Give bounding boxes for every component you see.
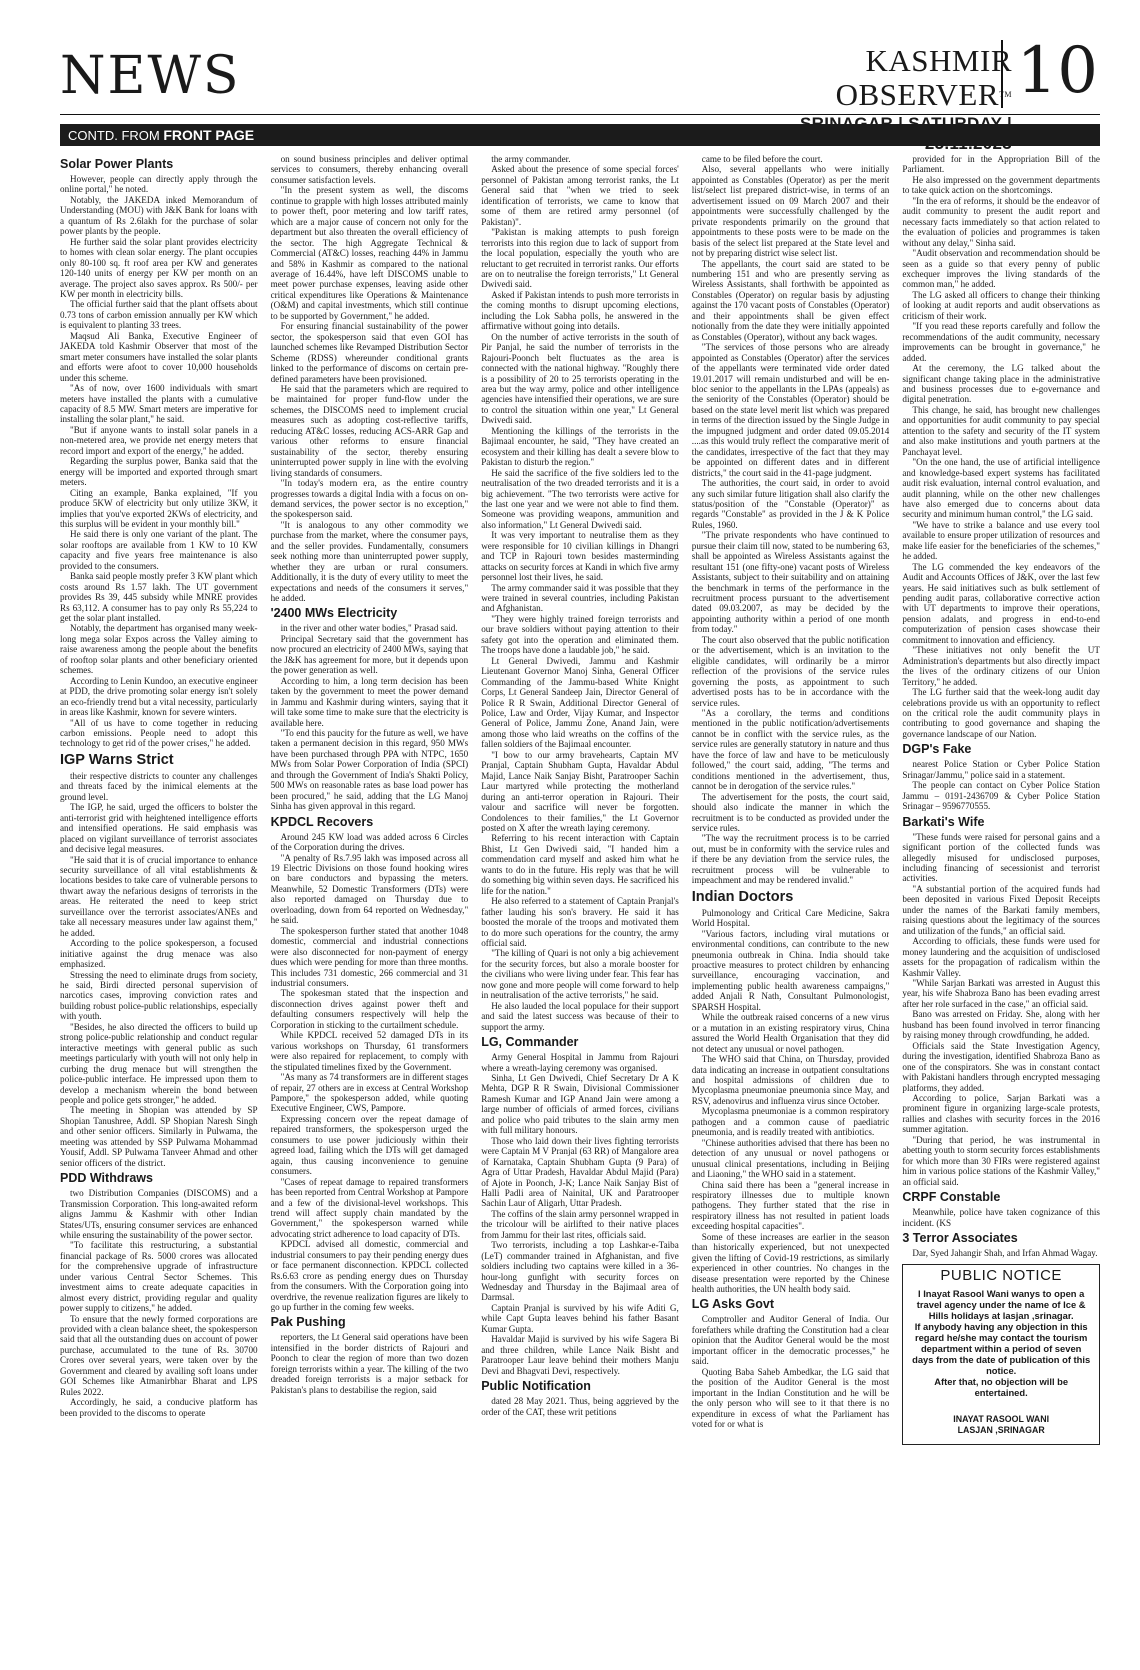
article-paragraph: Mycoplasma pneumoniae is a common respiratory pathogen and a common cause of paediatric pneumonia, and is readily treated with antibiotics. [691,1106,890,1138]
article-paragraph: Bano was arrested on Friday. She, along with her husband has been found involved in terror financing by raising money through crowdfunding, he added. [902,1009,1100,1041]
article-paragraph: China said there has been a "general increase in respiratory illnesses due to multiple known pathogens. They further stated that the rise in respiratory illness has not resulted in patient loads exceeding hospital capacities". [691,1179,890,1232]
notice-line: If anybody having any objection in this regard he/she may contact the tourism department within a period of seven days from the date of publication of this notice. [912,1320,1091,1376]
article-headline: Indian Doctors [691,888,794,905]
article-paragraph: "It is analogous to any other commodity we purchase from the market, where the consumer pays, and the seller provides. Fundamentally, consumers seek nothing more than uninterrupted power supply, whether they are urban or rural consumers. Additionally, it is the duty of every utility to meet the expectations and needs of the consumers it serves," he added. [270,519,469,604]
article-paragraph: Lt General Dwivedi, Jammu and Kashmir Lieutenant Governor Manoj Sinha, General Officer Commanding of the Jammu-based White Knight Corps, Lt General Sandeep Jain, Director General of Police R R Swain, Additional Director General of Police, Law and Order, Vijay Kumar, and Inspector General of Police, Jammu Zone, Anand Jain, were among those who laid wreaths on the coffins of the fallen soldiers of the Bajimaal encounter. [481,655,679,750]
article-paragraph: KPDCL advised all domestic, commercial and industrial consumers to pay their pending energy dues or face permanent disconnection. KPDCL collected Rs.6.63 crore as pending energy dues on Thursday from the consumers. With the Corporation going into overdrive, the revenue realization figures are likely to go up further in the coming few weeks. [270,1239,469,1313]
notice-line: After that, no objection will be entertained. [934,1375,1069,1398]
column-5 [902,154,1100,1624]
article-paragraph: "A substantial portion of the acquired funds had been deposited in various Fixed Deposit Receipts under the names of the Barkati family members, raising questions about the legitimacy of the sources and utilization of the funds," an official said. [902,883,1100,936]
article-paragraph: "A penalty of Rs.7.95 lakh was imposed across all 19 Electric Divisions on those found hooking wires on bare conductors and bypassing the meters. Meanwhile, 52 Domestic Transformers (DTs) were also reported damaged on Thursday due to overloading, down from 64 reported on Wednesday," he said. [270,852,469,926]
article-paragraph: According to him, a long term decision has been taken by the government to meet the power demand in Jammu and Kashmir during winters, saying that it will take some time to make sure that the electricity is available here. [270,675,469,728]
article-paragraph: "Pakistan is making attempts to push foreign terrorists into this region due to lack of support from the local population, especially the youth who are reluctant to get recruited in terrorist ranks. Our efforts are on to neutralise the foreign terrorists," Lt General Dwivedi said. [481,227,679,290]
contd-prefix: CONTD. FROM [68,128,164,143]
article-paragraph: Regarding the surplus power, Banka said that the energy will be imported and exported through smart meters. [60,456,258,488]
article-paragraph: Officials said the State Investigation Agency, during the investigation, identified Shabroza Bano as one of the conspirators. She was in constant contact with Pakistani handlers through encrypted messaging platforms, they added. [902,1040,1100,1093]
article-paragraph: Accordingly, he said, a conducive platform has been provided to the discoms to operate [60,1397,258,1418]
article-headline: DGP's Fake [902,742,972,757]
article-paragraph: "While Sarjan Barkati was arrested in August this year, his wife Shabroza Bano has been evading arrest after her role surfaced in the case," an official said. [902,977,1100,1009]
article-paragraph: "The services of those persons who are already appointed as Constables (Operator) after the services of the appellants were terminated vide order dated 19.01.2017 will remain undisturbed and will be en-bloc senior to the appellants in the LPAs (appeals) as the seniority of the Constables (Operator) should be based on the state level merit list which was prepared in terms of the direction issued by the Single Judge in the impugned judgment and order dated 09.05.2014 ....as this would truly reflect the comparative merit of the candidates, irrespective of the fact that they may be appointed on different dates and in different districts," the court said in the 41-page judgment. [691,342,890,478]
article-paragraph: Havaldar Majid is survived by his wife Sagera Bi and three children, while Lance Naik Bisht and Paratrooper Laur leave behind their mothers Manju Devi and Bhagvati Devi, respectively. [481,1334,679,1376]
article-paragraph: Referring to his recent interaction with Captain Bhist, Lt Gen Dwivedi said, "I handed him a commendation card myself and asked him what he wants to do in the future. His reply was that he will do something big within seven days. He sacrificed his life for the nation." [481,833,679,896]
article-paragraph: He also referred to a statement of Captain Pranjal's father lauding his son's bravery. He said it has boosted the morale of the troops and motivated them to do more such operations for the country, the army official said. [481,896,679,948]
article-paragraph: came to be filed before the court. [701,154,823,164]
article-paragraph: The army commander said it was possible that they were trained in several countries, including Pakistan and Afghanistan. [481,582,679,614]
article-paragraph: It was very important to neutralise them as they were responsible for 10 civilian killings in Dhangri and TCP in Rajouri town besides masterminding attacks on security forces at Kandi in which five army personnel lost their lives, he said. [481,530,679,583]
article-headline: LG, Commander [481,1035,579,1050]
article-paragraph: Asked about the presence of some special forces' personnel of Pakistan among terrorist ranks, the Lt General said that "when we tried to seek identification of terrorists, we came to know that some of them are retired army personnel (of Pakistan)". [481,164,679,227]
article-paragraph: He further said the solar plant provides electricity to homes with clean solar energy. The plant occupies only 80-100 sq. ft roof area per KW and generates 120-140 units of energy per KW per month on an average. The project also saves approx. Rs 500/- per KW per month in electricity bills. [60,236,258,299]
article-headline: KPDCL Recovers [270,814,374,829]
article-paragraph: the army commander. [491,154,571,164]
article-paragraph: "If you read these reports carefully and follow the recommendations of the audit community, necessary improvements can be brought in governance," he added. [902,321,1100,363]
article-paragraph: "In the present system as well, the discoms continue to grapple with high losses attributed mainly to power theft, poor metering and low tariff rates, which are a major cause of concern not only for the department but also threaten the overall efficiency of the sector. The high Aggregate Technical & Commercial (AT&C) losses, reaching 44% in Jammu and 58% in Kashmir as compared to the national average of 16.44%, have left DISCOMS unable to meet power purchase expenses, leaving aside other critical expenditures like Operations & Maintenance (O&M) and capital investments, which still continue to be supported by Government," he added. [270,185,469,321]
article-paragraph: "During that period, he was instrumental in abetting youth to storm security forces establishments for which more than 30 FIRs were registered against him in various police stations of the Kashmir Valley," an official said. [902,1134,1100,1187]
article-paragraph: Principal Secretary said that the government has now procured an electricity of 2400 MWs, saying that the J&K has agreement for more, but it depends upon the power generation as well. [270,633,469,676]
article-headline: '2400 MWs Electricity [270,606,398,621]
article-paragraph: Pulmonology and Critical Care Medicine, Sakra World Hospital. [691,907,890,929]
article-paragraph: "Besides, he also directed the officers to build up strong police-public relationship and conduct regular interactive meetings with general public as such meetings particularly with youth will not only help in curbing the drug menace but will strengthen the police-public interface. He impressed upon them to develop a mechanism wherein the bond between people and police gets stronger," he added. [60,1021,258,1105]
page-number: 10 [1001,40,1098,108]
article-paragraph: "All of us have to come together in reducing carbon emissions. People need to adopt this technology to get rid of the power crises," he added. [60,717,258,749]
article-paragraph: The LG asked all officers to change their thinking of looking at audit reports and audit observations as criticism of their work. [902,289,1100,321]
article-paragraph: At the ceremony, the LG talked about the significant change taking place in the administrative and business processes due to e-governance and digital penetration. [902,363,1100,405]
public-notice-box [902,1264,1100,1444]
notice-body [911,1288,1091,1398]
article-paragraph: "I bow to our army bravehearts, Captain MV Pranjal, Captain Shubham Gupta, Havaldar Abdul Majid, Lance Naik Sanjay Bisht, Paratrooper Sachin Laur martyred while protecting the motherland during an anti-terror operation in Rajouri. Their valour and sacrifice will never be forgotten. Condolences to their families," the Lt Governor posted on X after the wreath laying ceremony. [481,749,679,833]
article-paragraph: Army General Hospital in Jammu from Rajouri where a wreath-laying ceremony was organised. [481,1052,679,1073]
column-3 [481,154,679,1624]
article-paragraph: in the river and other water bodies," Prasad said. [280,623,458,634]
article-paragraph: "As many as 74 transformers are in different stages of repair, 27 others are in excess at Central Workshop Pampore," the spokesperson added, while quoting Executive Engineer, CWS, Pampore. [270,1072,469,1114]
notice-signature-name: INAYAT RASOOL WANI [953,1413,1050,1424]
article-paragraph: Captain Pranjal is survived by his wife Aditi G, while Capt Gupta leaves behind his father Basant Kumar Gupta. [481,1302,679,1334]
column-1 [60,154,258,1624]
article-paragraph: "As of now, over 1600 individuals with smart meters have installed the plants with a cumulative capacity of 8.5 MW. Smart meters are imperative for installing the solar plant," he said. [60,383,258,425]
notice-title: PUBLIC NOTICE [940,1267,1062,1285]
article-headline: Public Notification [481,1379,591,1394]
article-paragraph: nearest Police Station or Cyber Police Station Srinagar/Jammu," police said in a statement. [902,759,1100,780]
article-paragraph: "The killing of Quari is not only a big achievement for the security forces, but also a morale booster for the civilians who were living under fear. This fear has now gone and more people will come forward to help in neutralisation of the active terrorists," he said. [481,948,679,1001]
article-paragraph: He also impressed on the government departments to take quick action on the shortcomings. [902,174,1100,196]
article-paragraph: their respective districts to counter any challenges and threats faced by the inimical elements at the ground level. [60,770,258,802]
article-paragraph: While KPDCL received 52 damaged DTs in its various workshops on Thursday, 61 transformers were also repaired for replacement, to comply with the stipulated timelines fixed by the Government. [270,1030,469,1072]
article-paragraph: The LG further said that the week-long audit day celebrations provide us with an opportunity to reflect on the critical role the audit community plays in contributing to good governance and shaping the governance landscape of our Nation. [902,687,1100,739]
article-headline: LG Asks Govt [691,1297,774,1312]
article-paragraph: This change, he said, has brought new challenges and opportunities for audit community to pay special attention to the safety and security of the IT system and also make institutions and youth partners at the Panchayat level. [902,404,1100,457]
article-paragraph: The appellants, the court said are stated to be numbering 151 and who are presently serving as Wireless Assistants, shall forthwith be appointed as Constables (Operator) on regular basis by adjusting against the 170 vacant posts of Constables (Operator) and their appointments shall be given effect notionally from the date they were initially appointed as Constables (Operator), without any back wages. [691,258,890,342]
article-paragraph: For ensuring financial sustainability of the power sector, the spokesperson said that even GOI has launched schemes like Revamped Distribution Sector Scheme (RDSS) whereunder conditional grants linked to the performance of discoms on certain pre-defined parameters have been provisioned. [270,321,469,384]
article-paragraph: provided for in the Appropriation Bill of the Parliament. [902,154,1100,175]
article-paragraph: The LG commended the key endeavors of the Audit and Accounts Offices of J&K, over the last few years. He said initiatives such as bulk settlement of pending audit paras, collaborative corrective action with UT departments to improve their operations, pension adalats, and progress in end-to-end computerization of pension cases showcase their commitment to innovation and efficiency. [902,561,1100,645]
article-paragraph: He also lauded the local populace for their support and said the latest success was because of their to support the army. [481,1000,679,1032]
article-paragraph: "To facilitate this restructuring, a substantial financial package of Rs. 5000 crores was allocated for the comprehensive upgrade of infrastructure under various Central Sector Schemes. This investment aims to create adequate capacities in almost every district, providing regular and quality power supply to citizens," he added. [60,1240,258,1314]
article-paragraph: Around 245 KW load was added across 6 Circles of the Corporation during the drives. [270,831,469,853]
article-paragraph: "But if anyone wants to install solar panels in a non-metered area, we provide net energy meters that record import and export of the energy," he added. [60,424,258,456]
article-paragraph: "In today's modern era, as the entire country progresses towards a digital India with a focus on on-demand services, the power sector is no exception," the spokesperson said. [270,478,469,520]
contd-bar [60,124,1100,146]
notice-signature [911,1414,1091,1436]
article-paragraph: "They were highly trained foreign terrorists and our brave soldiers without paying attention to their safety got into the operation and eliminated them. The troops have done a laudable job," he said. [481,613,679,656]
article-paragraph: He said there is only one variant of the plant. The solar rooftops are available from 1 KW to 10 KW capacity and five years free maintenance is also provided to the consumers. [60,529,258,571]
article-paragraph: While the outbreak raised concerns of a new virus or a mutation in an existing respiratory virus, China assured the World Health Organisation that they did not detect any unusual or novel pathogen. [691,1012,890,1054]
article-paragraph: Those who laid down their lives fighting terrorists were Captain M V Pranjal (63 RR) of Mangalore area of Karnataka, Captain Shubham Gupta (9 Para) of Agra of Uttar Pradesh, Havaldar Abdul Majid (Para) of Ajote in Poonch, J-K; Lance Naik Sanjay Bist of Halli Padli area of Nainital, UK and Paratrooper Sachin Laur of Aligarh, Uttar Pradesh. [481,1135,679,1209]
article-paragraph: "The private respondents who have continued to pursue their claim till now, stated to be numbering 63, shall be appointed as Wireless Assistants against the resultant 151 (one fifty-one) vacant posts of Wireless Assistants, subject to their suitability and on attaining the benchmark in terms of the performance in the recruitment process pursuant to the advertisement dated 09.03.2007, as may be decided by the appointing authority within a period of one month from today." [691,530,890,635]
paper-name-text: KASHMIR OBSERVER [835,43,1012,112]
article-paragraph: reporters, the Lt General said operations have been intensified in the border districts of Rajouri and Poonch to clear the region of more than two dozen foreign terrorists within a year. The killing of the two dreaded foreign terrorists is a major setback for Pakistan's plans to destabilise the region, said [270,1332,469,1395]
article-paragraph: Stressing the need to eliminate drugs from society, he said, Birdi directed personal supervision of narcotics cases, improving conviction rates and building robust police-public relationships, especially with youth. [60,969,258,1022]
article-paragraph: The authorities, the court said, in order to avoid any such similar future litigation shall also clarify the status/position of the "Constable (Operator)" as regards "Constable" as provided in the J & K Police Rules, 1960. [691,478,890,530]
article-paragraph: "The way the recruitment process is to be carried out, must be in conformity with the service rules and if there be any deviation from the service rules, the recruitment process will be vulnerable to impeachment and may be rendered invalid." [691,833,890,886]
article-paragraph: On the number of active terrorists in the south of Pir Panjal, he said the number of terrorists in the Rajouri-Poonch belt fluctuates as the area is connected with the national highway. "Roughly there is a possibility of 20 to 25 terrorists operating in the area but the way army, police and other intelligence agencies have intensified their operations, we are sure to control the situation within one year," Lt General Dwivedi said. [481,331,679,426]
article-headline: Barkati's Wife [902,814,985,829]
notice-signature-place: LASJAN ,SRINAGAR [957,1424,1045,1435]
article-paragraph: According to the police spokesperson, a focused initiative against the drug menace was also emphasized. [60,938,258,970]
article-paragraph: Notably, the JAKEDA inked Memorandum of Understanding (MOU) with J&K Bank for loans with a quantum of Rs 2.6lakh for the purchase of solar power plants by the people. [60,194,258,237]
article-paragraph: The coffins of the slain army personnel wrapped in the tricolour will be airlifted to their native places from Jammu for their last rites, officials said. [481,1208,679,1240]
article-paragraph: Sinha, Lt Gen Dwivedi, Chief Secretary Dr A K Mehta, DGP R R Swain, Divisional Commissioner Ramesh Kumar and IGP Anand Jain were among a large number of officials of armed forces, civilians and police who paid tributes to the slain army men with full military honours. [481,1072,679,1136]
article-headline: 3 Terror Associates [902,1230,1018,1245]
section-title: NEWS [60,46,241,106]
article-paragraph: According to police, Sarjan Barkati was a prominent figure in organizing large-scale protests, rallies and clashes with security forces in the 2016 summer agitation. [902,1092,1100,1135]
article-paragraph: Asked if Pakistan intends to push more terrorists in the coming months to disrupt upcoming elections, including the Lok Sabha polls, he answered in the affirmative without going into details. [481,289,679,332]
article-paragraph: Mentioning the killings of the terrorists in the Bajimaal encounter, he said, "They have created an ecosystem and their killing has dealt a severe blow to Pakistan to disturb the region." [481,425,679,468]
article-paragraph: "Various factors, including viral mutations or environmental conditions, can contribute to the new pneumonia outbreak in China. India should take proactive measures to protect children by enhancing surveillance, encouraging vaccination, and implementing public health awareness campaigns," added Anjali R Nath, Consultant Pulmonologist, SPARSH Hospital. [691,928,890,1012]
article-paragraph: "Audit observation and recommendation should be seen as a guide so that every penny of public exchequer improves the living standards of the common man," he added. [902,248,1100,290]
article-paragraph: The meeting in Shopian was attended by SP Shopian Tanushree, Addl. SP Shopian Naresh Singh and other senior officers. Similarly in Pulwama, the meeting was attended by SSP Pulwama Mohammad Yousif, Addl. SP Pulwama Tanveer Ahmad and other senior officers of the district. [60,1105,258,1168]
article-paragraph: "Chinese authorities advised that there has been no detection of any unusual or novel pathogens or unusual clinical presentations, including in Beijing and Liaoning," the WHO said in a statement. [691,1137,890,1180]
contd-label: FRONT PAGE [163,127,255,143]
article-paragraph: Citing an example, Banka explained, "If you produce 5KW of electricity but only utilize 3KW, it implies that you've exported 2KWs of electricity, and this surplus will be evident in your monthly bill." [60,487,258,529]
article-paragraph: "These funds were raised for personal gains and a significant portion of the collected funds was allegedly misused for undisclosed purposes, including financing of secessionist and terrorist activities. [902,831,1100,884]
newspaper-page [60,40,1100,1630]
article-paragraph: Comptroller and Auditor General of India. Our forefathers while drafting the Constitution had a clear opinion that the Auditor General would be the most important officer in the democratic processes," he said. [691,1314,890,1367]
column-4 [692,154,890,1624]
article-paragraph: "In the era of reforms, it should be the endeavor of audit community to present the audit report and necessary facts immediately so that action related to the evaluation of policies and programmes is taken without any delay," Sinha said. [902,195,1100,248]
column-2 [271,154,469,1624]
article-headline: Solar Power Plants [60,157,174,171]
article-headline: CRPF Constable [902,1190,1001,1205]
article-paragraph: Meanwhile, police have taken cognizance of this incident. (KS [902,1207,1100,1228]
article-headline: Pak Pushing [270,1315,346,1330]
article-paragraph: Maqsud Ali Banka, Executive Engineer of JAKEDA told Kashmir Observer that most of the smart meter consumers have installed the solar plants and efforts were afoot to cover 10,000 households under this scheme. [60,330,258,383]
article-paragraph: However, people can directly apply through the online portal," he noted. [60,174,258,195]
article-paragraph: "On the one hand, the use of artificial intelligence and knowledge-based expert systems has facilitated audit risk evaluation, internal control evaluation, and audit planning, while on the other new challenges have also emerged due to concerns about data security and minimum human control," the LG said. [902,457,1100,520]
article-paragraph: The IGP, he said, urged the officers to bolster the anti-terrorist grid with heightened intelligence efforts and intensified operations. He said emphasis was placed on vigilant surveillance of terrorist associates and decisive legal measures. [60,802,258,855]
notice-line: I Inayat Rasool Wani wanys to open a travel agency under the name of Ice & Hills holidays at lasjan ,srinagar. [916,1287,1086,1321]
article-paragraph: "Cases of repeat damage to repaired transformers has been reported from Central Workshop at Pampore and a few of the divisional-level workshops. This trend will affect supply chain mandated by the Government," the spokesperson warned while advocating strict adherence to load capacity of DTs. [270,1176,469,1239]
article-paragraph: Banka said people mostly prefer 3 KW plant which costs around Rs 1.57 lakh. The UT government provides Rs 39, 445 subsidy while MNRE provides Rs 63,112. A consumer has to pay only Rs 55,224 to get the solar plant installed. [60,571,258,624]
article-paragraph: According to Lenin Kundoo, an executive engineer at PDD, the drive promoting solar energy isn't solely an eco-friendly trend but a vital necessity, particularly in areas like Kashmir, known for severe winters. [60,675,258,718]
article-paragraph: Quoting Baba Saheb Ambedkar, the LG said that the position of the Auditor General is the most important in the Indian Constitution and he will be the only person who will see to it that there is no expenditure in excess of what the Parliament has voted for or what is [691,1366,890,1430]
article-paragraph: The advertisement for the posts, the court said, should also indicate the manner in which the recruitment is to be conducted as provided under the service rules. [691,791,890,833]
paper-name [712,44,1012,112]
article-paragraph: The official further said that the plant offsets about 0.73 tons of carbon emission annually per KW which is equivalent to planting 33 trees. [60,299,258,331]
article-paragraph: "These initiatives not only benefit the UT Administration's departments but also directly impact the lives of the ordinary citizens of our Union Territory," he added. [902,645,1100,687]
article-paragraph: on sound business principles and deliver optimal services to consumers, thereby enhancing overall consumer satisfaction levels. [270,154,469,185]
article-paragraph: Also, several appellants who were initially appointed as Constables (Operator) as per the merit list/select list prepared district-wise, in terms of an advertisement issued on 09 March 2007 and their appointments were successfully challenged by the private respondents primarily on the ground that appointments to these posts were to be made on the basis of the select list prepared at the State level and not by preparing district wise select list. [691,164,890,259]
column-5-body [902,154,1100,1258]
article-paragraph: "To end this paucity for the future as well, we have taken a permanent decision in this regard, 950 MWs have been purchased through PPA with NTPC, 1650 MWs from Solar Power Corporation of India (SPCI) and through the Government of India's Shakti Policy, 500 MWs on reasonable rates as base load power has been procured," he said, adding that the LG Manoj Sinha has given approval in this regard. [270,728,469,812]
article-headline: IGP Warns Strict [60,751,174,768]
article-paragraph: Two terrorists, including a top Lashkar-e-Taiba (LeT) commander trained in Afghanistan, and five soldiers including two captains were killed in a 36-hour-long gunfight with security forces on Wednesday and Thursday in the Bajimaal area of Darmsal. [481,1240,679,1303]
article-paragraph: The spokesman stated that the inspection and disconnection drives against power theft and defaulting consumers respectively will help the Corporation in sticking to the curtailment schedule. [270,988,469,1030]
article-paragraph: "We have to strike a balance and use every tool available to ensure proper utilization of resources and make life easier for the beneficiaries of the schemes," he added. [902,519,1100,562]
article-paragraph: Some of these increases are earlier in the season than historically experienced, but not unexpected given the lifting of Covid-19 restrictions, as similarly experienced in other countries. No changes in the disease presentation were reported by the Chinese health authorities, the UN health body said. [691,1231,890,1295]
article-paragraph: Expressing concern over the repeat damage of repaired transformers, the spokesperson urged the consumers to use power judiciously within their agreed load, failing which the DTs will get damaged again, thus causing inconvenience to genuine consumers. [270,1113,469,1177]
article-paragraph: Dar, Syed Jahangir Shah, and Irfan Ahmad Wagay. [912,1247,1098,1258]
article-paragraph: "He said that it is of crucial importance to enhance security surveillance of all vital establishments & locations besides to take care of vulnerable persons to thwart away the nefarious designs of terrorists in the areas. He reiterated the need to keep strict surveillance over the terrorist associates/ANEs and take all necessary measures under law against them," he added. [60,854,258,938]
trademark: TM [999,90,1012,99]
article-headline: PDD Withdraws [60,1171,153,1186]
article-columns [60,154,1100,1624]
masthead-rule [60,114,1100,115]
article-paragraph: The spokesperson further stated that another 1048 domestic, commercial and industrial connections were also disconnected for non-payment of energy dues which were pending for more than three months. This includes 731 domestic, 266 commercial and 31 industrial consumers. [270,925,469,988]
article-paragraph: The WHO said that China, on Thursday, provided data indicating an increase in outpatient consultations and hospital admissions of children due to Mycoplasma pneumoniae pneumonia since May, and RSV, adenovirus and influenza virus since October. [691,1054,890,1106]
article-paragraph: Notably, the department has organised many week-long mega solar Expos across the Valley aiming to raise awareness among the people about the benefits of rooftop solar plants and other beneficiary oriented schemes. [60,623,258,676]
article-paragraph: "As a corollary, the terms and conditions mentioned in the public notification/advertisements cannot be in conflict with the service rules, as the service rules are generally statutory in nature and thus have the force of law and have to be meticulously followed," the court said, adding, "The terms and conditions mentioned in the advertisement, thus, cannot be in derogation of the service rules." [691,708,890,792]
article-paragraph: According to officials, these funds were used for money laundering and the acquisition of undisclosed assets for the propagation of radicalism within the Kashmir Valley. [902,936,1100,978]
article-paragraph: He said that the parameters which are required to be maintained for proper fund-flow under the schemes, the DISCOMS need to implement crucial measures such as adopting cost-reflective tariffs, reducing AT&C losses, reducing ACS-ARR Gap and various other reforms to ensure financial sustainability of the sector, thereby ensuring uninterrupted power supply in line with the evolving living standards of consumers. [270,383,469,478]
article-paragraph: The court also observed that the public notification or the advertisement, which is an invitation to the eligible candidates, will ordinarily be a mirror reflection of the provisions of the service rules governing the posts, as appointment to such advertised posts has to be in accordance with the service rules. [691,634,890,708]
article-paragraph: He said the sacrifice of the five soldiers led to the neutralisation of the two dreaded terrorists and it is a big achievement. "The two terrorists were active for the last one year and we were not able to find them. Someone was providing weapons, ammunition and also information," Lt General Dwivedi said. [481,467,679,530]
article-paragraph: two Distribution Companies (DISCOMS) and a Transmission Corporation. This long-awaited reform aligns Jammu & Kashmir with other Indian States/UTs, ensuring consumer services are enhanced while ensuring the sustainability of the power sector. [60,1188,258,1240]
article-paragraph: dated 28 May 2021. Thus, being aggrieved by the order of the CAT, these writ petitions [481,1396,679,1417]
article-paragraph: The people can contact on Cyber Police Station Jammu – 0191-2436709 & Cyber Police Station Srinagar – 9596770555. [902,780,1100,812]
article-paragraph: To ensure that the newly formed corporations are provided with a clean balance sheet, the spokesperson said that all the outstanding dues on account of power purchase, accumulated to the tune of Rs. 30700 Crores over several years, were taken over by the Government and cleared by availing soft loans under GOI Schemes like Atmanirbhar Bharat and LPS Rules 2022. [60,1313,258,1397]
